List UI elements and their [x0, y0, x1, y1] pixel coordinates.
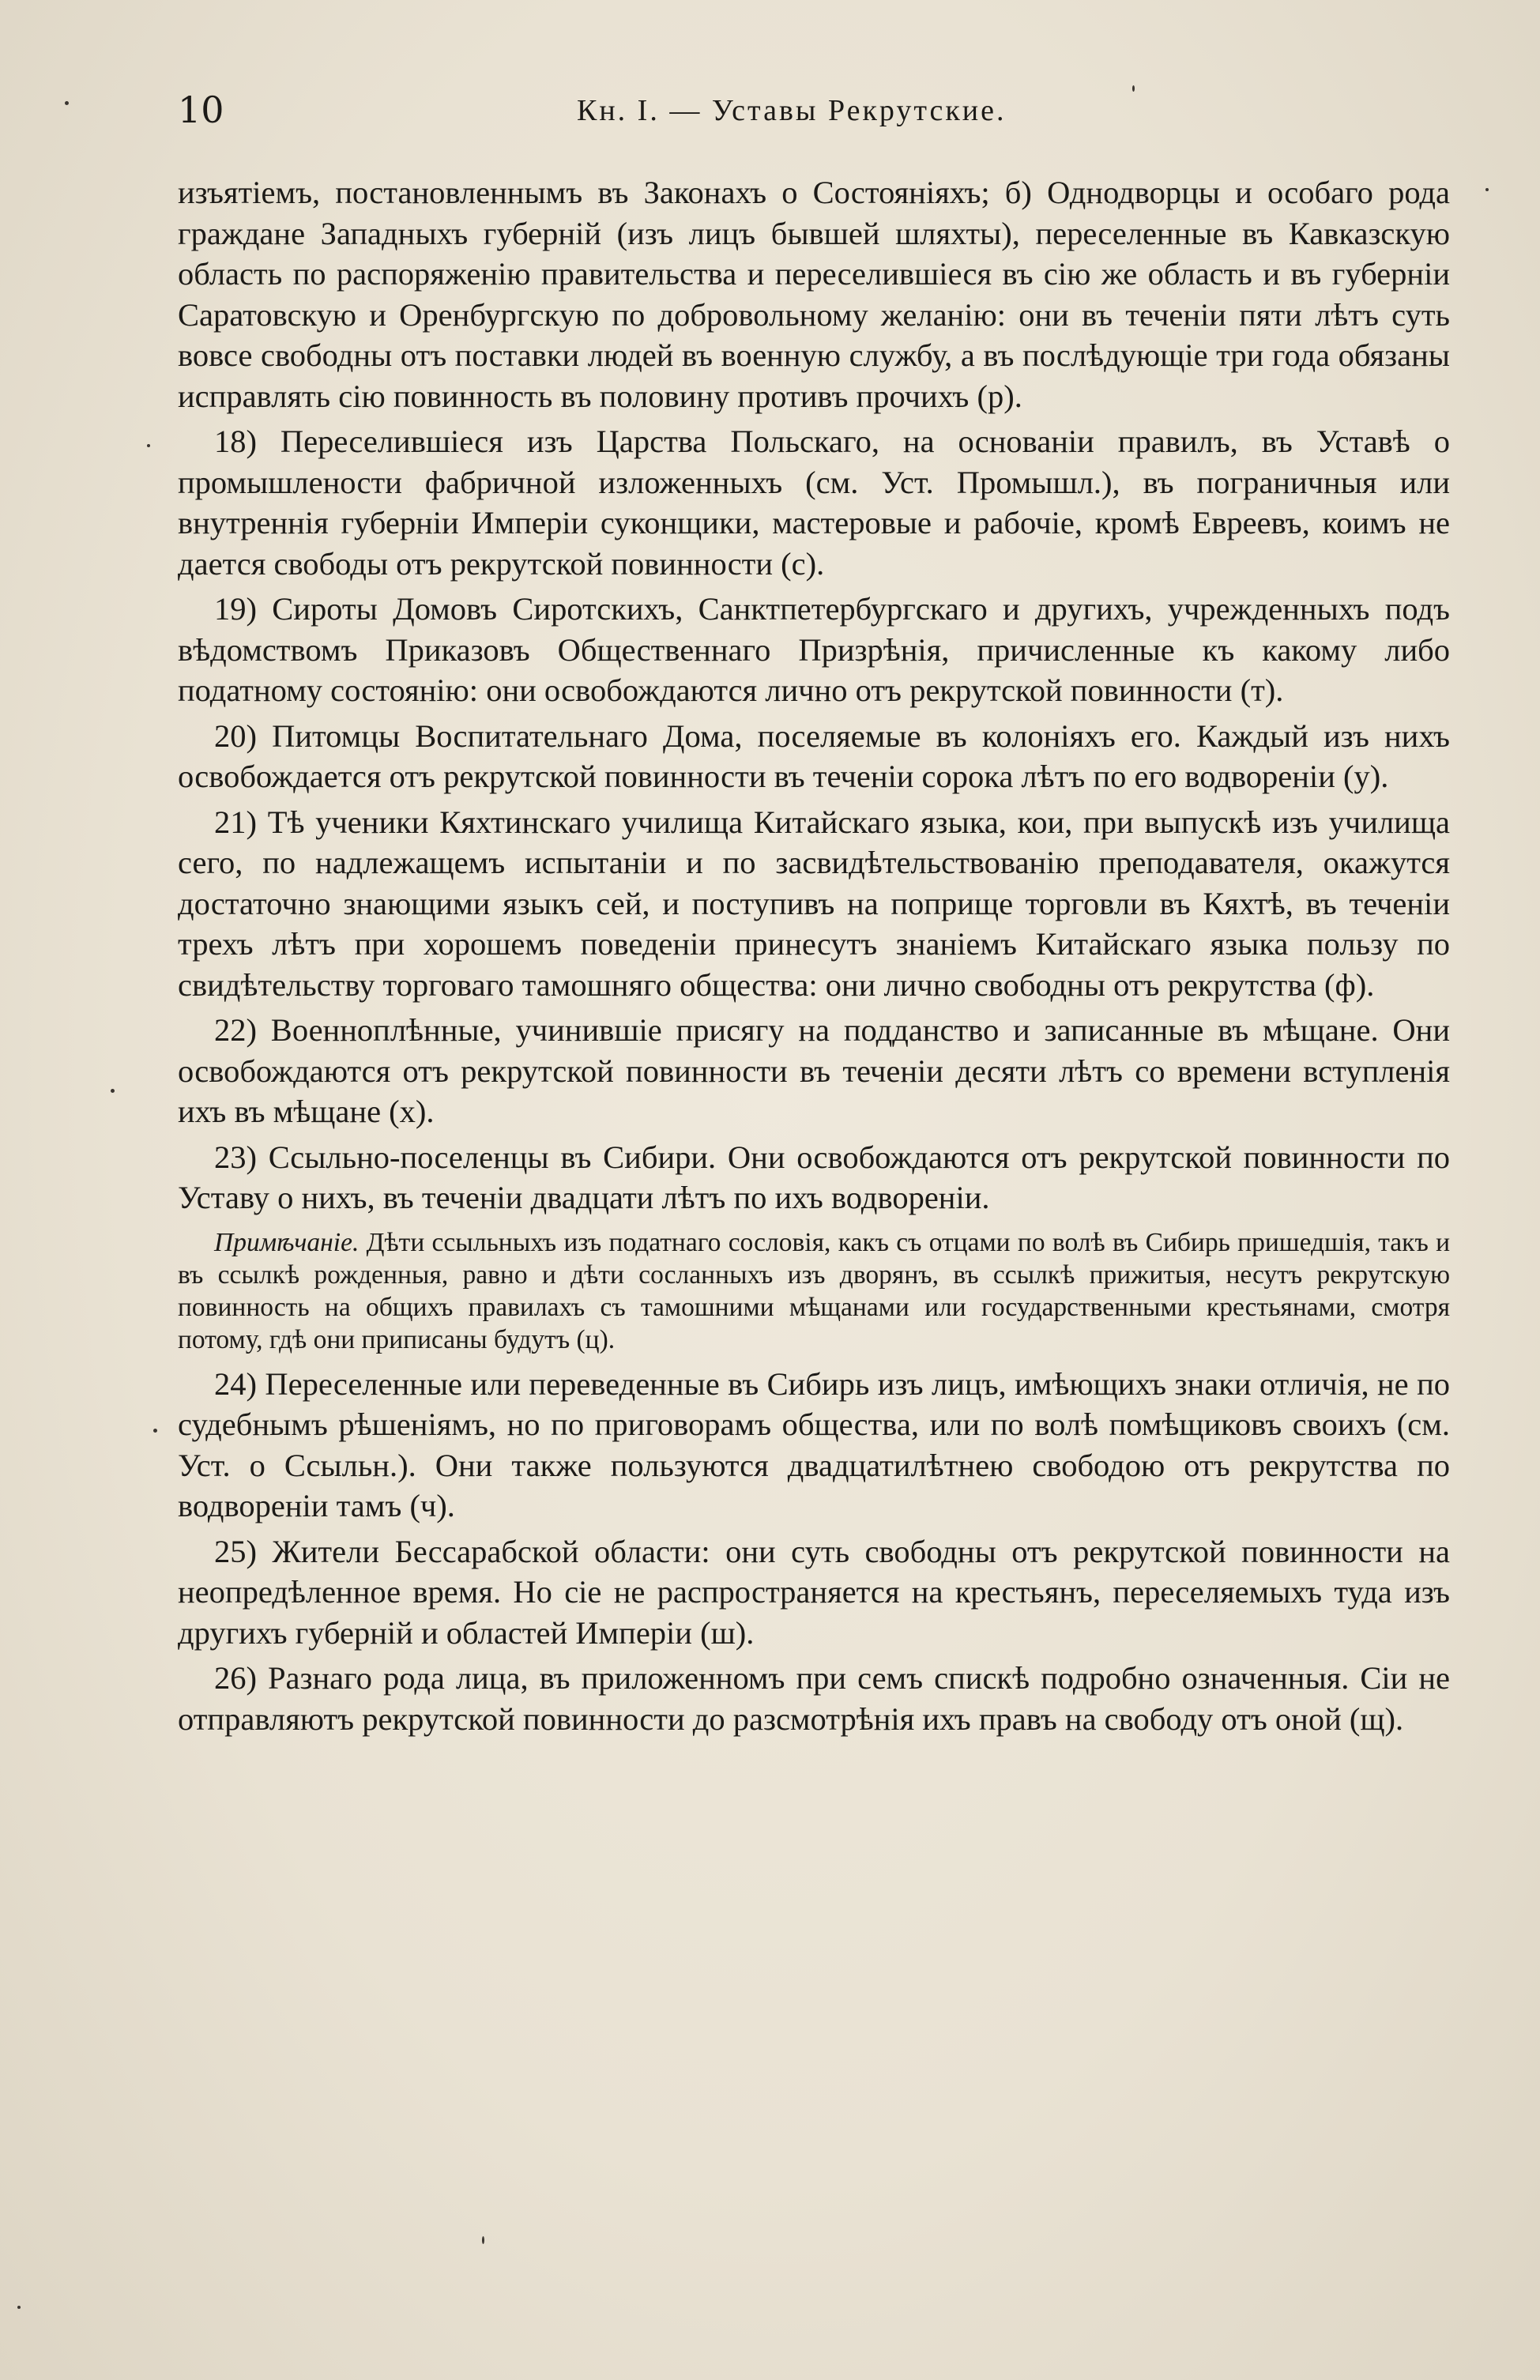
paragraph-22: 22) Военноплѣнные, учинившіе присягу на подданство и записанные въ мѣщане. Они освобождаются отъ рекрутской повинности въ теченіи десяти лѣтъ со времени вступленія ихъ въ мѣщане (х).: [178, 1012, 1450, 1129]
paragraph-20: 20) Питомцы Воспитательнаго Дома, поселяемые въ колоніяхъ его. Каждый изъ нихъ освобождается отъ рекрутской повинности въ теченіи сорока лѣтъ по его водвореніи (у).: [178, 717, 1450, 794]
note-label: Примѣчаніе.: [214, 1227, 360, 1257]
paragraph-19: 19) Сироты Домовъ Сиротскихъ, Санктпетербургскаго и другихъ, учрежденныхъ подъ вѣдомствомъ Приказовъ Общественнаго Призрѣнія, причисленные къ какому либо податному состоянію: они освобождаются лично отъ рекрутской повинности (т).: [178, 591, 1450, 708]
ink-speck: [111, 1089, 115, 1093]
ink-speck: [65, 101, 69, 105]
paragraph-18: 18) Переселившіеся изъ Царства Польскаго, на основаніи правилъ, въ Уставѣ о промышлености фабричной изложенныхъ (см. Уст. Промышл.), въ пограничныя или внутреннія губерніи Имперіи суконщики, мастеровые и рабочіе, кромѣ Евреевъ, коимъ не дается свободы отъ рекрутской повинности (с).: [178, 424, 1450, 582]
running-title: Кн. I. — Уставы Рекрутские.: [577, 94, 1007, 127]
note-paragraph: [178, 1226, 1450, 1356]
paragraph-17-continuation: изъятіемъ, постановленнымъ въ Законахъ о Состояніяхъ; б) Однодворцы и особаго рода граждане Западныхъ губерній (изъ лицъ бывшей шляхты), переселенные въ Кавказскую область по распоряженію правительства и переселившіеся въ сію же область и въ губерніи Саратовскую и Оренбургскую по добровольному желанію: они въ теченіи пяти лѣтъ суть вовсе свободны отъ поставки людей въ военную службу, а въ послѣдующіе три года обязаны исправлять сію повинность въ половину противъ прочихъ (р).: [178, 175, 1450, 414]
paragraph-21: 21) Тѣ ученики Кяхтинскаго училища Китайскаго языка, кои, при выпускѣ изъ училища сего, по надлежащемъ испытаніи и по засвидѣтельствованію преподавателя, окажутся достаточно знающими языкъ сей, и поступивъ на поприще торговли въ Кяхтѣ, въ теченіи трехъ лѣтъ при хорошемъ поведеніи принесутъ знаніемъ Китайскаго языка пользу по свидѣтельству торговаго тамошняго общества: они лично свободны отъ рекрутства (ф).: [178, 804, 1450, 1003]
page-body: [178, 172, 1450, 1744]
ink-speck: [1485, 188, 1489, 191]
running-head: [178, 88, 1450, 136]
ink-speck: [482, 2236, 484, 2244]
page-number: 10: [178, 88, 224, 131]
ink-speck: [1132, 85, 1135, 92]
ink-speck: [153, 1429, 157, 1433]
paragraph-26: 26) Разнаго рода лица, въ приложенномъ при семъ спискѣ подробно означенныя. Сіи не отправляютъ рекрутской повинности до разсмотрѣнія ихъ правъ на свободу отъ оной (щ).: [178, 1660, 1450, 1737]
paragraph-23: 23) Ссыльно-поселенцы въ Сибири. Они освобождаются отъ рекрутской повинности по Уставу о нихъ, въ теченіи двадцати лѣтъ по ихъ водвореніи.: [178, 1139, 1450, 1215]
ink-speck: [147, 444, 150, 447]
note-text: Дѣти ссыльныхъ изъ податнаго сословія, какъ съ отцами по волѣ въ Сибирь пришедшія, такъ и въ ссылкѣ рожденныя, равно и дѣти сосланныхъ изъ дворянъ, въ ссылкѣ прижитыя, несутъ рекрутскую повинность на общихъ правилахъ съ тамошними мѣщанами или государственными крестьянами, смотря потому, гдѣ они приписаны будутъ (ц).: [178, 1227, 1450, 1354]
paragraph-25: 25) Жители Бессарабской области: они суть свободны отъ рекрутской повинности на неопредѣленное время. Но сіе не распространяется на крестьянъ, переселяемыхъ туда изъ другихъ губерній и областей Имперіи (ш).: [178, 1533, 1450, 1651]
ink-speck: [17, 2306, 21, 2309]
paragraph-24: 24) Переселенные или переведенные въ Сибирь изъ лицъ, имѣющихъ знаки отличія, не по судебнымъ рѣшеніямъ, но по приговорамъ общества, или по волѣ помѣщиковъ своихъ (см. Уст. о Ссыльн.). Они также пользуются двадцатилѣтнею свободою отъ рекрутства по водвореніи тамъ (ч).: [178, 1365, 1450, 1523]
